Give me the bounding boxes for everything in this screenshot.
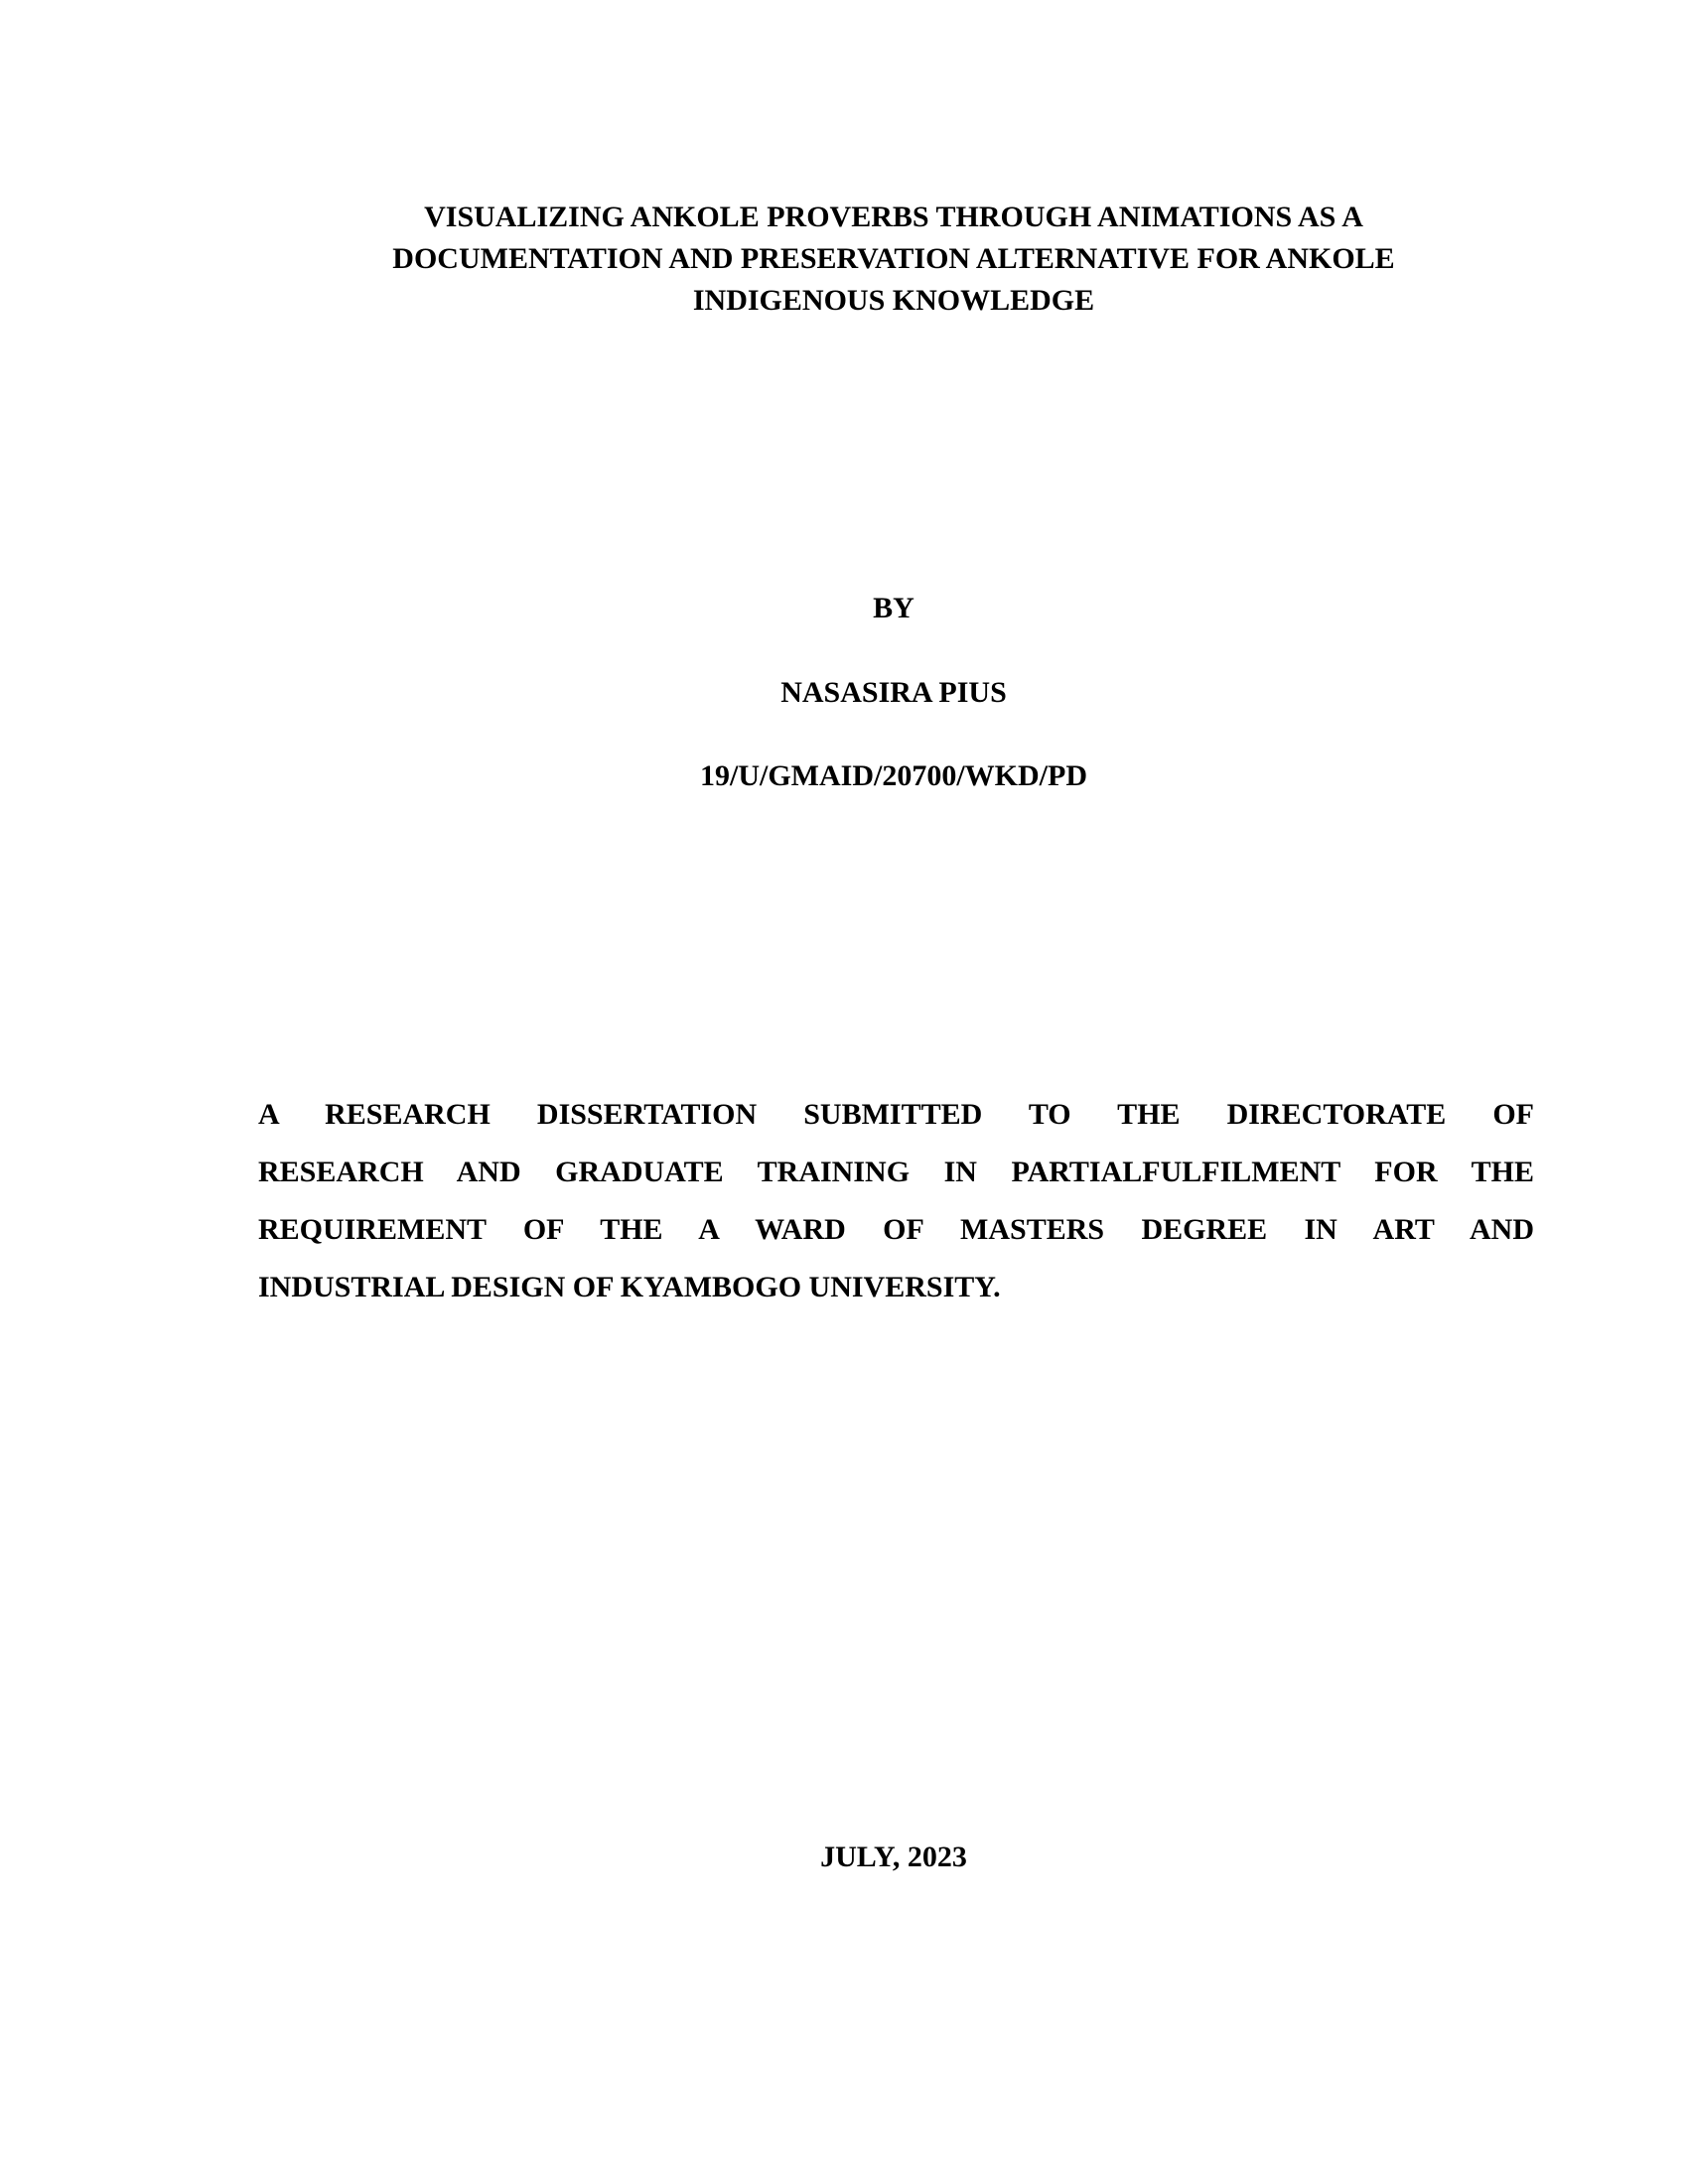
title-line-3: INDIGENOUS KNOWLEDGE	[692, 284, 1095, 317]
by-label: BY	[873, 592, 914, 624]
statement-line-1: A RESEARCH DISSERTATION SUBMITTED TO THE DIRECTORATE OF	[258, 1098, 1534, 1131]
submission-statement	[258, 1086, 1534, 1316]
title-line-2: DOCUMENTATION AND PRESERVATION ALTERNATIVE FOR ANKOLE	[392, 242, 1395, 275]
statement-line-2: RESEARCH AND GRADUATE TRAINING IN PARTIALFULFILMENT FOR THE	[258, 1156, 1534, 1188]
title-line-1: VISUALIZING ANKOLE PROVERBS THROUGH ANIMATIONS AS A	[424, 201, 1363, 233]
author-name: NASASIRA PIUS	[780, 676, 1007, 709]
registration-number: 19/U/GMAID/20700/WKD/PD	[700, 759, 1087, 792]
statement-line-4: INDUSTRIAL DESIGN OF KYAMBOGO UNIVERSITY.	[258, 1271, 1001, 1303]
statement-line-3: REQUIREMENT OF THE A WARD OF MASTERS DEGREE IN ART AND	[258, 1213, 1534, 1246]
dissertation-title	[248, 197, 1539, 322]
submission-date: JULY, 2023	[820, 1841, 967, 1873]
